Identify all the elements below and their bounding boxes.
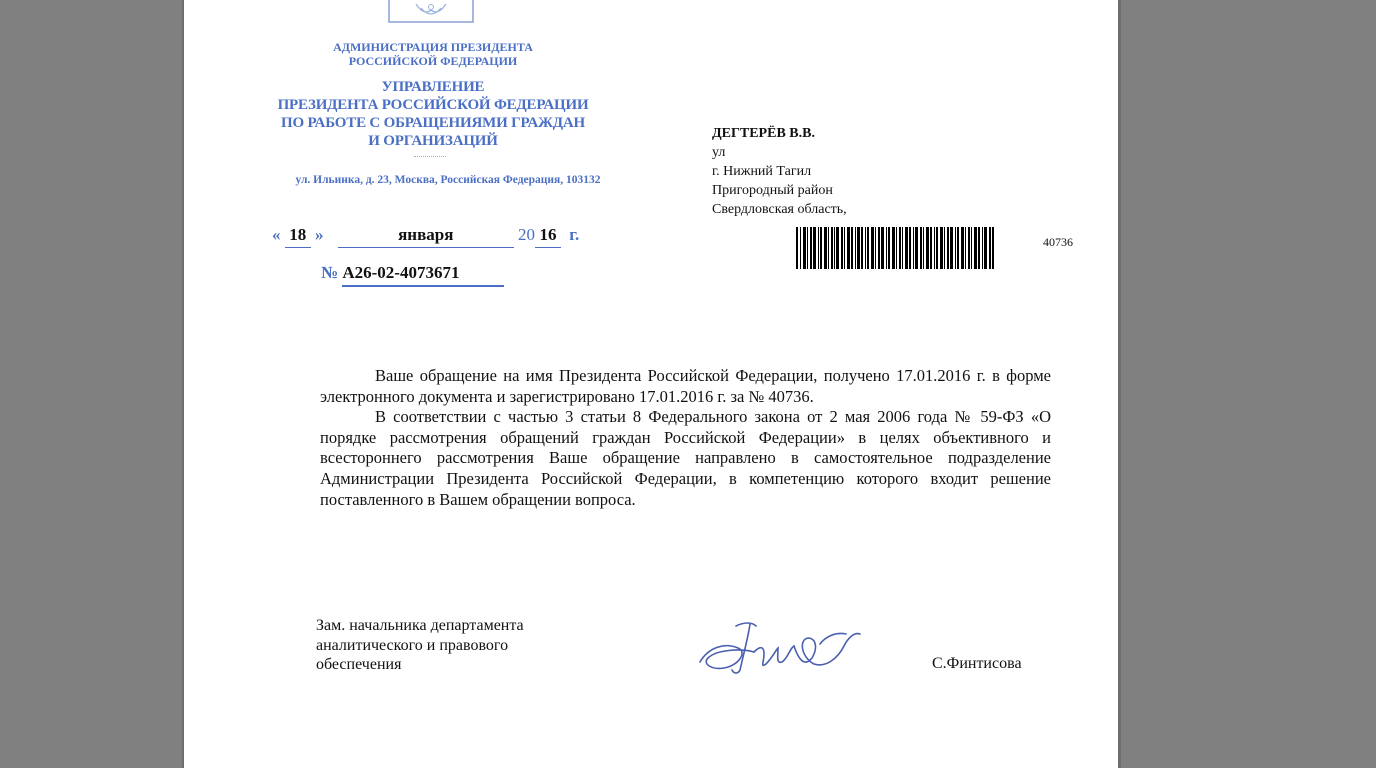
signatory-title-line1: Зам. начальника департамента: [316, 617, 524, 634]
date-close-quote: »: [315, 225, 324, 244]
barcode-number: 40736: [1043, 235, 1073, 249]
letter-body: [320, 366, 1051, 510]
recipient-name: ДЕГТЕРЁВ В.В.: [712, 126, 815, 141]
coat-of-arms-emblem: [388, 0, 474, 26]
page-right-edge: [1118, 0, 1121, 768]
body-paragraph-2: В соответствии с частью 3 статьи 8 Федерального закона от 2 мая 2006 года № 59-ФЗ «О порядке рассмотрения обращений граждан Российской Федерации» в целях объективного и всестороннего рассмотрения Ваше обращение направлено в самостоятельное подразделение Администрации Президента Российской Федерации, в компетенцию которого входит решение поставленного в Вашем обращении вопроса.: [320, 407, 1051, 509]
barcode: [796, 227, 994, 269]
document-number-value: А26-02-4073671: [342, 263, 504, 287]
recipient-block: [712, 124, 847, 219]
date-month: января: [338, 225, 514, 248]
recipient-city: г. Нижний Тагил: [712, 164, 812, 179]
recipient-region: Свердловская область,: [712, 202, 847, 217]
document-page: [184, 0, 1118, 768]
sender-address: ул. Ильинка, д. 23, Москва, Российская Федерация, 103132: [295, 174, 601, 186]
dept-header-line4: И ОРГАНИЗАЦИЙ: [368, 133, 498, 149]
document-number: [321, 263, 504, 287]
admin-header-line1: АДМИНИСТРАЦИЯ ПРЕЗИДЕНТА: [333, 40, 533, 54]
date-field: [272, 225, 579, 249]
dept-header-line3: ПО РАБОТЕ С ОБРАЩЕНИЯМИ ГРАЖДАН: [281, 115, 585, 131]
body-paragraph-1: Ваше обращение на имя Президента Российской Федерации, получено 17.01.2016 г. в форме электронного документа и зарегистрировано 17.01.2016 г. за № 40736.: [320, 366, 1051, 406]
date-year-label: г.: [569, 225, 580, 244]
signatory-name: С.Финтисова: [932, 655, 1022, 672]
date-year-suffix: 16: [535, 225, 561, 248]
admin-header-line2: РОССИЙСКОЙ ФЕДЕРАЦИИ: [348, 54, 518, 68]
signatory-title-line3: обеспечения: [316, 656, 402, 673]
dept-header-line1: УПРАВЛЕНИЕ: [381, 79, 485, 95]
date-year-prefix: 20: [518, 225, 535, 244]
recipient-street: ул: [712, 145, 726, 160]
document-number-label: №: [321, 263, 339, 282]
date-day: 18: [285, 225, 311, 248]
signatory-title-line2: аналитического и правового: [316, 636, 509, 654]
date-open-quote: «: [272, 225, 281, 244]
handwritten-signature: [694, 618, 864, 680]
signatory-title: [316, 616, 524, 675]
dept-header-line2: ПРЕЗИДЕНТА РОССИЙСКОЙ ФЕДЕРАЦИИ: [277, 97, 589, 113]
header-divider: [414, 156, 446, 157]
recipient-district: Пригородный район: [712, 183, 833, 198]
